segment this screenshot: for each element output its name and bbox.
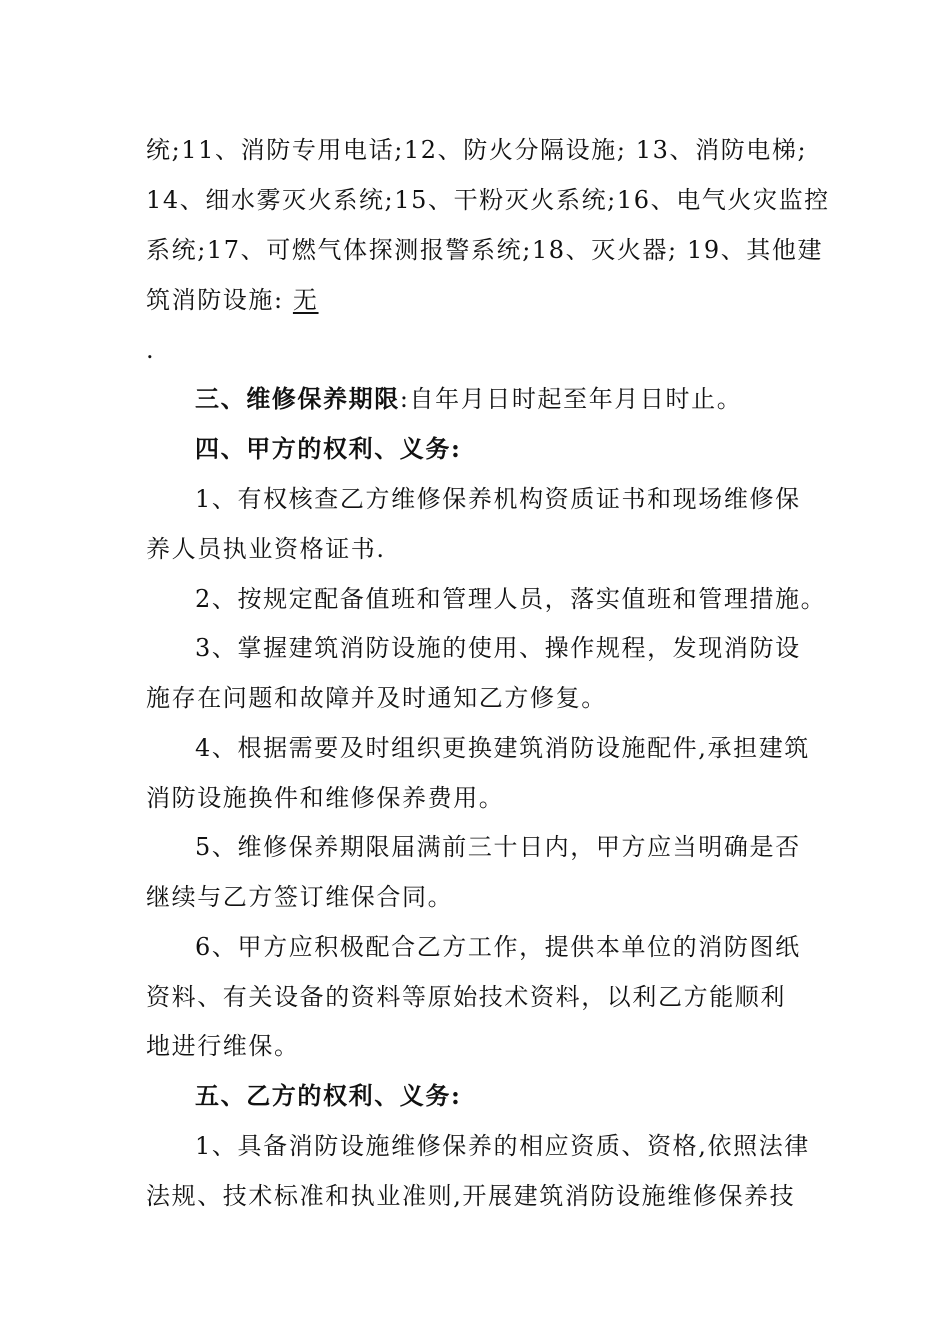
paragraph-line: 6、甲方应积极配合乙方工作，提供本单位的消防图纸 <box>195 933 801 961</box>
text-line: 14、细水雾灭火系统;15、干粉灭火系统;16、电气火灾监控 <box>146 186 830 214</box>
section-3-line <box>195 384 810 414</box>
paragraph-line: 4、根据需要及时组织更换建筑消防设施配件,承担建筑 <box>195 734 810 762</box>
filled-value: 无 <box>292 286 319 314</box>
paragraph-line: 2、按规定配备值班和管理人员，落实值班和管理措施。 <box>195 585 827 613</box>
paragraph-line: 地进行维保。 <box>146 1032 300 1060</box>
paragraph-line: 施存在问题和故障并及时通知乙方修复。 <box>146 684 607 712</box>
paragraph-line: 5、维修保养期限届满前三十日内，甲方应当明确是否 <box>195 833 801 861</box>
paragraph-line: 法规、技术标准和执业准则,开展建筑消防设施维修保养技 <box>146 1182 796 1210</box>
paragraph-line: 资料、有关设备的资料等原始技术资料，以利乙方能顺利 <box>146 983 786 1011</box>
section-3-text: :自年月日时起至年月日时止。 <box>399 385 743 413</box>
section-5-heading: 五、乙方的权利、义务: <box>195 1081 462 1110</box>
paragraph-line: 继续与乙方签订维保合同。 <box>146 883 454 911</box>
paragraph-line: 养人员执业资格证书. <box>146 535 386 563</box>
text-line: . <box>146 336 156 364</box>
text-line: 统;11、消防专用电话;12、防火分隔设施; 13、消防电梯; <box>146 136 808 164</box>
text-line: 系统;17、可燃气体探测报警系统;18、灭火器; 19、其他建 <box>146 236 824 264</box>
text-line <box>146 285 810 315</box>
paragraph-line: 消防设施换件和维修保养费用。 <box>146 784 505 812</box>
section-4-heading: 四、甲方的权利、义务: <box>195 434 462 463</box>
paragraph-line: 1、有权核查乙方维修保养机构资质证书和现场维修保 <box>195 485 801 513</box>
paragraph-line: 1、具备消防设施维修保养的相应资质、资格,依照法律 <box>195 1132 810 1160</box>
section-3-heading: 三、维修保养期限 <box>195 384 400 413</box>
text-label: 筑消防设施: <box>146 286 293 314</box>
paragraph-line: 3、掌握建筑消防设施的使用、操作规程，发现消防设 <box>195 634 801 662</box>
